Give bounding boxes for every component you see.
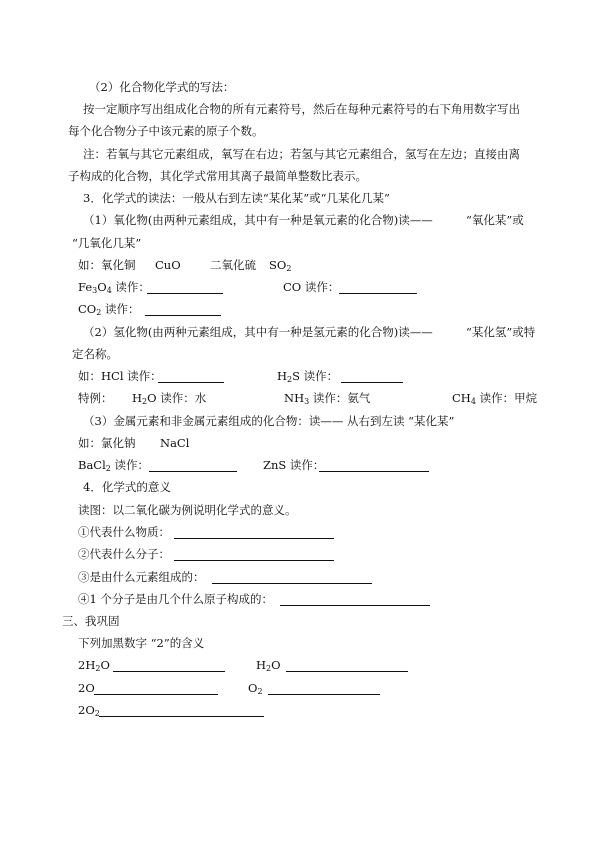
question-2-blank[interactable] — [174, 549, 334, 561]
oxide-rule-cont: “几氧化几某” — [72, 236, 142, 250]
hydride-rule-right: “某化氢”或特 — [466, 325, 536, 339]
co-answer-blank[interactable] — [339, 282, 417, 294]
exercise-2o2: $2O_2$ — [78, 703, 100, 718]
formula-co2: $CO_2$ — [78, 302, 102, 317]
example-label: 如：氧化铜 — [78, 258, 136, 272]
oxide-rule-right: “氧化某”或 — [466, 213, 524, 227]
zns-answer-blank[interactable] — [319, 460, 429, 472]
hcl-answer-blank[interactable] — [158, 371, 224, 383]
question-1: ①代表什么物质： — [78, 525, 170, 539]
special-cases-row — [78, 391, 578, 405]
example-so2-name: 二氧化硫 — [210, 258, 256, 272]
exercise-o2: $O_2$ — [248, 681, 263, 696]
formula-so2: $SO_2$ — [269, 258, 292, 273]
salt-example-row — [78, 436, 190, 450]
exercise-2o2-blank[interactable] — [99, 705, 264, 717]
exercise-2o: 2O — [78, 681, 95, 695]
special-label: 特例： — [78, 391, 113, 405]
co2-answer-blank[interactable] — [145, 304, 221, 316]
formula-cuo: CuO — [155, 258, 181, 272]
exercise-o2-blank[interactable] — [268, 683, 380, 695]
nh3-reading: $NH_3$ 读作：氨气 — [284, 391, 371, 406]
exercise-2o-blank[interactable] — [94, 683, 218, 695]
example-row — [78, 258, 292, 273]
formula-fe3o4: $Fe_3O_4$ — [78, 280, 112, 295]
fe3o4-answer-blank[interactable] — [147, 282, 223, 294]
section-heading-consolidate: 三、我巩固 — [62, 614, 120, 628]
note-line: 注：若氧与其它元素组成，氧写在右边；若氢与其它元素组合，氢写在左边；直接由离 — [83, 147, 520, 161]
co2-row: $CO_2$ 读作： — [78, 302, 140, 317]
question-4-blank[interactable] — [280, 594, 430, 606]
h2o-reading: $H_2O$ 读作：水 — [132, 391, 207, 406]
ch4-reading: $CH_4$ 读作：甲烷 — [452, 391, 538, 406]
hydride-rule-cont: 定名称。 — [72, 347, 118, 361]
bacl2-label: BaCl$_2$ 读作： — [78, 458, 150, 473]
bacl2-answer-blank[interactable] — [149, 460, 237, 472]
h2s-label: $H_2S$ 读作： — [277, 369, 339, 384]
salt-example-label: 如：氯化钠 — [78, 436, 136, 450]
co-label: CO 读作： — [283, 280, 340, 294]
paragraph-line: 按一定顺序写出组成化合物的所有元素符号，然后在每种元素符号的右下角用数字写出 — [83, 102, 520, 116]
note-line: 子构成的化合物，其化学式常用其离子最简单整数比表示。 — [68, 169, 367, 183]
consolidate-intro: 下列加黑数字 “2”的含义 — [78, 636, 205, 650]
exercise-h2o-blank[interactable] — [286, 660, 408, 672]
question-3-blank[interactable] — [212, 572, 372, 584]
section-heading-formula-writing: （2）化合物化学式的写法： — [89, 80, 235, 94]
exercise-2h2o-blank[interactable] — [113, 660, 225, 672]
meaning-intro: 读图：以二氧化碳为例说明化学式的意义。 — [78, 503, 297, 517]
h2s-answer-blank[interactable] — [341, 371, 403, 383]
oxide-rule: （1）氧化物(由两种元素组成，其中有一种是氧元素的化合物)读—— — [83, 213, 433, 227]
hydride-rule: （2）氢化物(由两种元素组成，其中有一种是氢元素的化合物)读—— — [83, 325, 433, 339]
question-4: ④1 个分子是由几个什么原子构成的： — [78, 592, 273, 606]
section-heading-meaning: 4．化学式的意义 — [83, 480, 171, 494]
question-1-blank[interactable] — [174, 527, 334, 539]
question-3: ③是由什么元素组成的： — [78, 570, 205, 584]
zns-label: ZnS 读作： — [263, 458, 325, 472]
section-heading-reading: 3．化学式的读法：一般从右到左读“某化某”或“几某化几某” — [83, 191, 390, 205]
formula-nacl: NaCl — [160, 436, 190, 450]
exercise-h2o: $H_2O$ — [256, 658, 281, 673]
paragraph-line: 每个化合物分子中该元素的原子个数。 — [68, 124, 264, 138]
question-2: ②代表什么分子： — [78, 547, 170, 561]
salt-rule: （3）金属元素和非金属元素组成的化合物：读—— 从右到左读 “某化某” — [83, 414, 455, 428]
exercise-2h2o: $2H_2O$ — [78, 658, 110, 673]
hcl-label: 如：HCl 读作： — [78, 369, 162, 383]
fe3o4-row: $Fe_3O_4$ 读作： — [78, 280, 150, 295]
